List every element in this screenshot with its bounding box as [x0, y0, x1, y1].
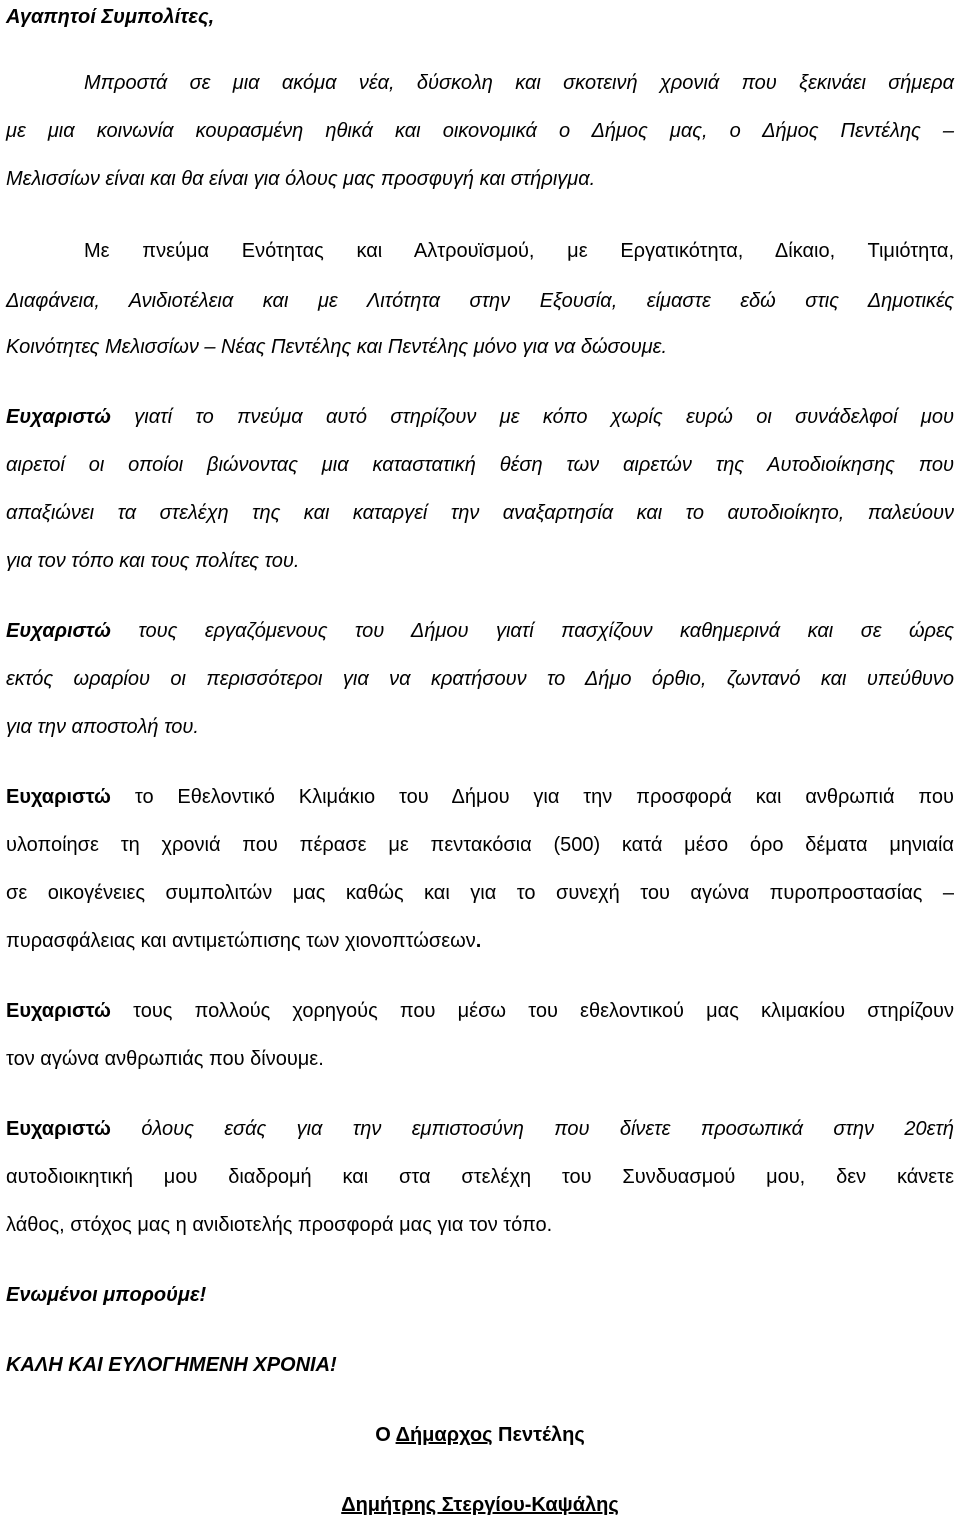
p3-line-2: αιρετοί οι οποίοι βιώνοντας μια καταστατική θέση των αιρετών της Αυτοδιοίκησης που [6, 454, 954, 476]
p5-line-4 [6, 928, 481, 954]
p4-thanks-word: Ευχαριστώ [6, 620, 111, 642]
p5-line-1 [6, 784, 954, 810]
p1-line-3: Μελισσίων είναι και θα είναι για όλους μας προσφυγή και στήριγμα. [6, 168, 596, 190]
p5-thanks-word: Ευχαριστώ [6, 786, 111, 808]
p6-thanks-word: Ευχαριστώ [6, 1000, 111, 1022]
p7-line-1 [6, 1116, 954, 1142]
p3-line-1 [6, 404, 954, 430]
closing-slogan: Ενωμένοι μπορούμε! [6, 1284, 207, 1306]
p5-line-3: σε οικογένειες συμπολιτών μας καθώς και για το συνεχή του αγώνα πυροπροστασίας – [6, 882, 954, 904]
p7-line-2: αυτοδιοικητική μου διαδρομή και στα στελέχη του Συνδυασμού μου, δεν κάνετε [6, 1166, 954, 1188]
p5-line-4-text: πυρασφάλειας και αντιμετώπισης των χιονοπτώσεων [6, 930, 476, 952]
p7-line-3: λάθος, στόχος μας η ανιδιοτελής προσφορά μας για τον τόπο. [6, 1214, 553, 1236]
signature-title-role: Δήμαρχος [395, 1424, 493, 1446]
p5-line-1-rest: το Εθελοντικό Κλιμάκιο του Δήμου για την προσφορά και ανθρωπιά που [110, 786, 954, 808]
signature-title-article: Ο [375, 1424, 396, 1446]
salutation: Αγαπητοί Συμπολίτες, [6, 6, 215, 28]
p2-line-1: Με πνεύμα Ενότητας και Αλτρουϊσμού, με Εργατικότητα, Δίκαιο, Τιμιότητα, [84, 240, 954, 262]
signature-name: Δημήτρης Στεργίου-Καψάλης [341, 1494, 619, 1516]
p3-line-4: για τον τόπο και τους πολίτες του. [6, 550, 300, 572]
p4-line-1 [6, 618, 954, 644]
p3-line-3: απαξιώνει τα στελέχη της και καταργεί την αναξαρτησία και το αυτοδιοίκητο, παλεύουν [6, 502, 954, 524]
p3-thanks-word: Ευχαριστώ [6, 406, 111, 428]
p6-line-2: τον αγώνα ανθρωπιάς που δίνουμε. [6, 1048, 324, 1070]
p6-line-1 [6, 998, 954, 1024]
p4-line-2: εκτός ωραρίου οι περισσότεροι για να κρατήσουν το Δήμο όρθιο, ζωντανό και υπεύθυνο [6, 668, 954, 690]
p1-line-2: με μια κοινωνία κουρασμένη ηθικά και οικονομικά ο Δήμος μας, ο Δήμος Πεντέλης – [6, 120, 954, 142]
p5-final-period: . [475, 930, 482, 952]
p3-line-1-rest: γιατί το πνεύμα αυτό στηρίζουν με κόπο χωρίς ευρώ οι συνάδελφοί μου [110, 406, 954, 428]
signature-title-place: Πεντέλης [492, 1424, 585, 1446]
p7-thanks-word: Ευχαριστώ [6, 1118, 111, 1140]
closing-greeting: ΚΑΛΗ ΚΑΙ ΕΥΛΟΓΗΜΕΝΗ ΧΡΟΝΙΑ! [6, 1354, 337, 1376]
signature-title [0, 1422, 960, 1448]
p2-line-2: Διαφάνεια, Ανιδιοτέλεια και με Λιτότητα στην Εξουσία, είμαστε εδώ στις Δημοτικές [6, 290, 954, 312]
p2-line-3: Κοινότητες Μελισσίων – Νέας Πεντέλης και Πεντέλης μόνο για να δώσουμε. [6, 336, 668, 358]
p4-line-3: για την αποστολή του. [6, 716, 199, 738]
p5-line-2: υλοποίησε τη χρονιά που πέρασε με πεντακόσια (500) κατά μέσο όρο δέματα μηνιαία [6, 834, 954, 856]
p4-line-1-rest: τους εργαζόμενους του Δήμου γιατί πασχίζουν καθημερινά και σε ώρες [110, 620, 954, 642]
p6-line-1-rest: τους πολλούς χορηγούς που μέσω του εθελοντικού μας κλιμακίου στηρίζουν [110, 1000, 954, 1022]
p1-line-1: Μπροστά σε μια ακόμα νέα, δύσκολη και σκοτεινή χρονιά που ξεκινάει σήμερα [84, 72, 954, 94]
p7-line-1-rest: όλους εσάς για την εμπιστοσύνη που δίνετε προσωπικά στην 20ετή [110, 1118, 954, 1140]
